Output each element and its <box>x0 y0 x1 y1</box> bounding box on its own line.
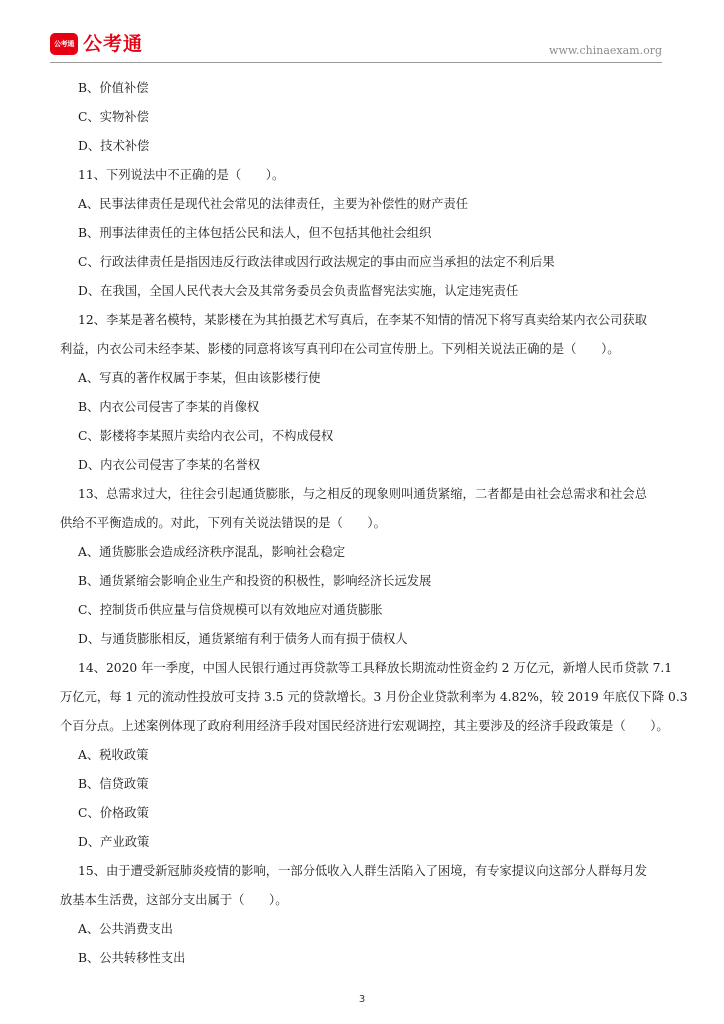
question-text-row: 12、李某是著名模特，某影楼在为其拍摄艺术写真后，在李某不知情的情况下将写真卖给某内衣公司获取 <box>78 313 648 327</box>
question-text-row: 利益，内衣公司未经李某、影楼的同意将该写真刊印在公司宣传册上。下列相关说法正确的是（ ）。 <box>60 342 620 356</box>
question-15 <box>60 857 670 915</box>
question-14 <box>60 654 688 741</box>
option-line: D、在我国，全国人民代表大会及其常务委员会负责监督宪法实施，认定违宪责任 <box>78 284 519 298</box>
option-line: B、价值补偿 <box>78 81 149 95</box>
option-line: A、税收政策 <box>78 748 149 762</box>
option-line: D、内衣公司侵害了李某的名誉权 <box>78 458 261 472</box>
option-line: B、内衣公司侵害了李某的肖像权 <box>78 400 260 414</box>
question-text-row: 放基本生活费，这部分支出属于（ ）。 <box>60 893 288 907</box>
page-header <box>0 0 724 64</box>
logo-text: 公考通 <box>83 33 144 55</box>
question-text-row: 供给不平衡造成的。对此，下列有关说法错误的是（ ）。 <box>60 516 386 530</box>
option-line: B、刑事法律责任的主体包括公民和法人，但不包括其他社会组织 <box>78 226 432 240</box>
option-line: B、信贷政策 <box>78 777 149 791</box>
option-line: C、行政法律责任是指因违反行政法律或因行政法规定的事由而应当承担的法定不利后果 <box>78 255 555 269</box>
question-12 <box>60 306 670 364</box>
option-line: D、产业政策 <box>78 835 150 849</box>
option-line: C、实物补偿 <box>78 110 149 124</box>
question-11: 11、下列说法中不正确的是（ ）。 <box>78 168 285 182</box>
question-text-row: 13、总需求过大，往往会引起通货膨胀，与之相反的现象则叫通货紧缩，二者都是由社会总需求和社会总 <box>78 487 648 501</box>
option-line: B、通货紧缩会影响企业生产和投资的积极性，影响经济长远发展 <box>78 574 432 588</box>
question-13 <box>60 480 670 538</box>
brand-logo <box>50 33 143 55</box>
option-line: B、公共转移性支出 <box>78 951 186 965</box>
option-line: C、影楼将李某照片卖给内衣公司，不构成侵权 <box>78 429 334 443</box>
option-line: C、控制货币供应量与信贷规模可以有效地应对通货膨胀 <box>78 603 383 617</box>
site-url: www.chinaexam.org <box>549 44 662 57</box>
question-text-row: 万亿元，每 1 元的流动性投放可支持 3.5 元的贷款增长。3 月份企业贷款利率为 4.82%，较 2019 年底仅下降 0.3 <box>60 690 688 704</box>
document-body <box>60 74 688 973</box>
option-line: A、民事法律责任是现代社会常见的法律责任，主要为补偿性的财产责任 <box>78 197 469 211</box>
option-line: A、写真的著作权属于李某，但由该影楼行使 <box>78 371 321 385</box>
page-number: 3 <box>358 994 366 1005</box>
option-line: C、价格政策 <box>78 806 149 820</box>
logo-badge: 公考通 <box>50 33 78 55</box>
question-text-row: 个百分点。上述案例体现了政府利用经济手段对国民经济进行宏观调控，其主要涉及的经济手段政策是（ ）。 <box>60 719 669 733</box>
question-text-row: 14、2020 年一季度，中国人民银行通过再贷款等工具释放长期流动性资金约 2 万亿元，新增人民币贷款 7.1 <box>78 661 673 675</box>
header-divider <box>50 62 662 63</box>
option-line: A、公共消费支出 <box>78 922 173 936</box>
option-line: A、通货膨胀会造成经济秩序混乱，影响社会稳定 <box>78 545 346 559</box>
question-text-row: 15、由于遭受新冠肺炎疫情的影响，一部分低收入人群生活陷入了困境，有专家提议向这部分人群每月发 <box>78 864 648 878</box>
option-line: D、与通货膨胀相反，通货紧缩有利于债务人而有损于债权人 <box>78 632 408 646</box>
option-line: D、技术补偿 <box>78 139 150 153</box>
